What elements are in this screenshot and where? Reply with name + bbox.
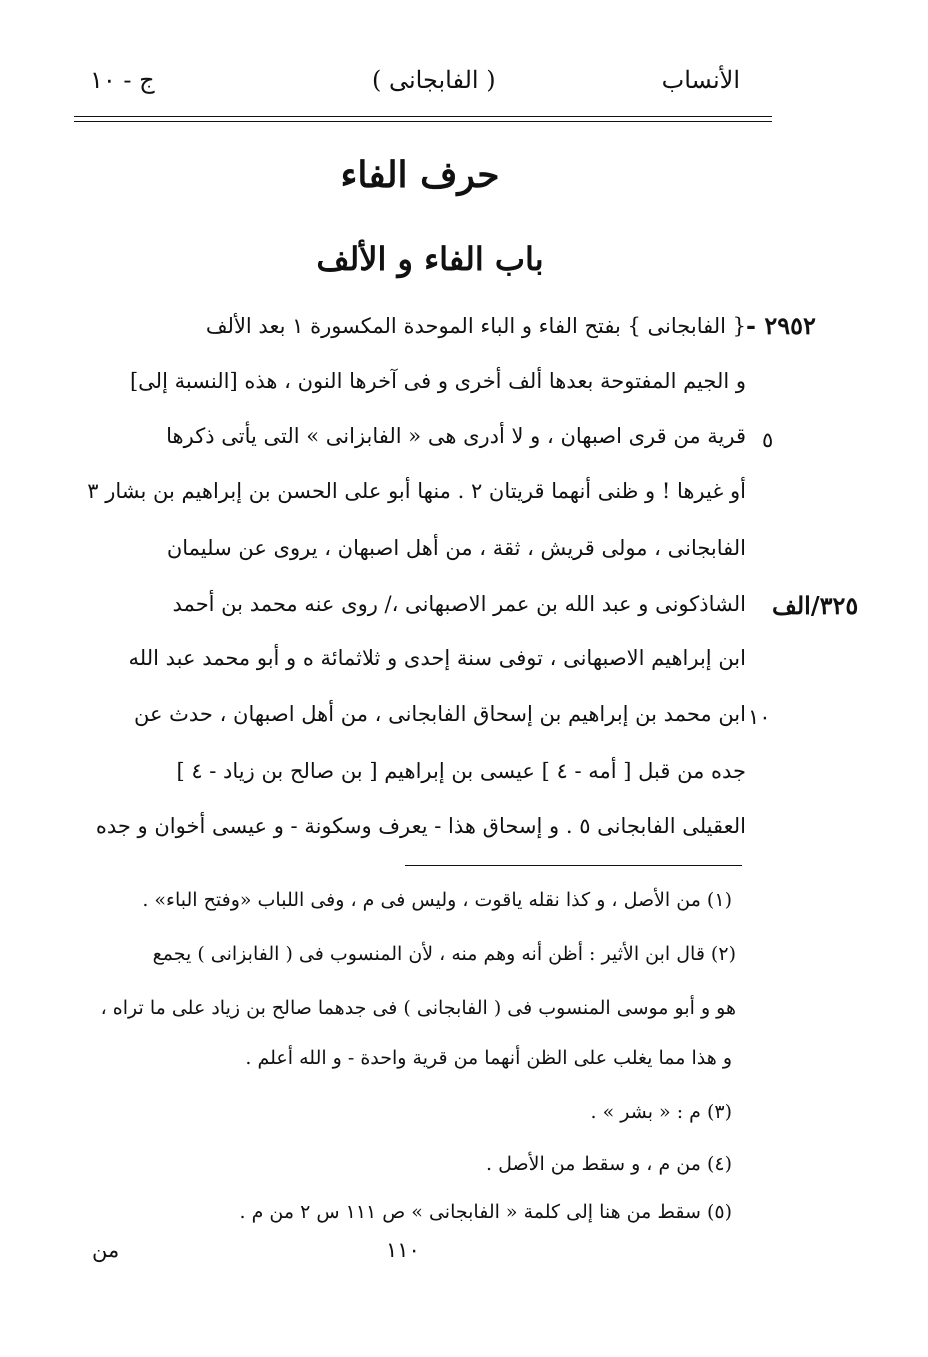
footnote-separator bbox=[405, 865, 742, 866]
entry-line-1: { الفابجانى } بفتح الفاء و الباء الموحدة المكسورة ١ بعد الألف bbox=[205, 314, 746, 338]
section-title: باب الفاء و الألف bbox=[316, 240, 544, 278]
line-number-5: ٥ bbox=[762, 428, 774, 452]
footnote-2: (٢) قال ابن الأثير : أظن أنه وهم منه ، لأن المنسوب فى ( الفابزانى ) يجمع bbox=[152, 943, 736, 965]
line-number-10: ١٠ bbox=[748, 705, 771, 729]
footnote-5: (٥) سقط من هنا إلى كلمة « الفابجانى » ص ١١١ س ٢ من م . bbox=[239, 1201, 732, 1223]
footnote-4: (٤) من م ، و سقط من الأصل . bbox=[486, 1153, 732, 1175]
entry-line-3: قرية من قرى اصبهان ، و لا أدرى هى « الفابزانى » التى يأتى ذكرها bbox=[166, 424, 746, 448]
header-rule-bottom bbox=[74, 121, 772, 122]
entry-line-5: الفابجانى ، مولى قريش ، ثقة ، من أهل اصبهان ، يروى عن سليمان bbox=[166, 536, 746, 560]
running-header-entry-title: ( الفابجانى ) bbox=[372, 66, 496, 94]
chapter-title: حرف الفاء bbox=[340, 154, 500, 196]
entry-line-4: أو غيرها ! و ظنى أنهما قريتان ٢ . منها أبو على الحسن بن إبراهيم بن بشار ٣ bbox=[87, 479, 746, 503]
footnote-2-continued-a: هو و أبو موسى المنسوب فى ( الفابجانى ) فى جدهما صالح بن زياد على ما تراه ، bbox=[100, 997, 736, 1019]
entry-line-9: جده من قبل [ أمه - ٤ ] عيسى بن إبراهيم [ بن صالح بن زياد - ٤ ] bbox=[176, 759, 746, 783]
entry-line-2: و الجيم المفتوحة بعدها ألف أخرى و فى آخرها النون ، هذه [النسبة إلى] bbox=[129, 369, 746, 393]
entry-line-8: ابن محمد بن إبراهيم بن إسحاق الفابجانى ، من أهل اصبهان ، حدث عن bbox=[133, 702, 746, 726]
running-header-volume: ج - ١٠ bbox=[90, 66, 155, 94]
header-rule-top bbox=[74, 116, 772, 117]
entry-line-10: العقيلى الفابجانى ٥ . و إسحاق هذا - يعرف وسكونة - و عيسى أخوان و جده bbox=[95, 814, 746, 838]
entry-number: ٢٩٥٢ - bbox=[746, 311, 816, 340]
footnote-2-continued-b: و هذا مما يغلب على الظن أنهما من قرية واحدة - و الله أعلم . bbox=[245, 1047, 732, 1069]
catchword: من bbox=[92, 1238, 120, 1262]
entry-line-7: ابن إبراهيم الاصبهانى ، توفى سنة إحدى و ثلاثمائة ه و أبو محمد عبد الله bbox=[128, 646, 746, 670]
page-number: ١١٠ bbox=[386, 1238, 420, 1262]
running-header-book-title: الأنساب bbox=[661, 66, 740, 94]
footnote-1: (١) من الأصل ، و كذا نقله ياقوت ، وليس فى م ، وفى اللباب «وفتح الباء» . bbox=[142, 889, 732, 911]
margin-folio-note: ٣٢٥/الف bbox=[772, 591, 859, 620]
entry-line-6: الشاذكونى و عبد الله بن عمر الاصبهانى ،/ روى عنه محمد بن أحمد bbox=[172, 592, 746, 616]
footnote-3: (٣) م : « بشر » . bbox=[590, 1101, 732, 1123]
